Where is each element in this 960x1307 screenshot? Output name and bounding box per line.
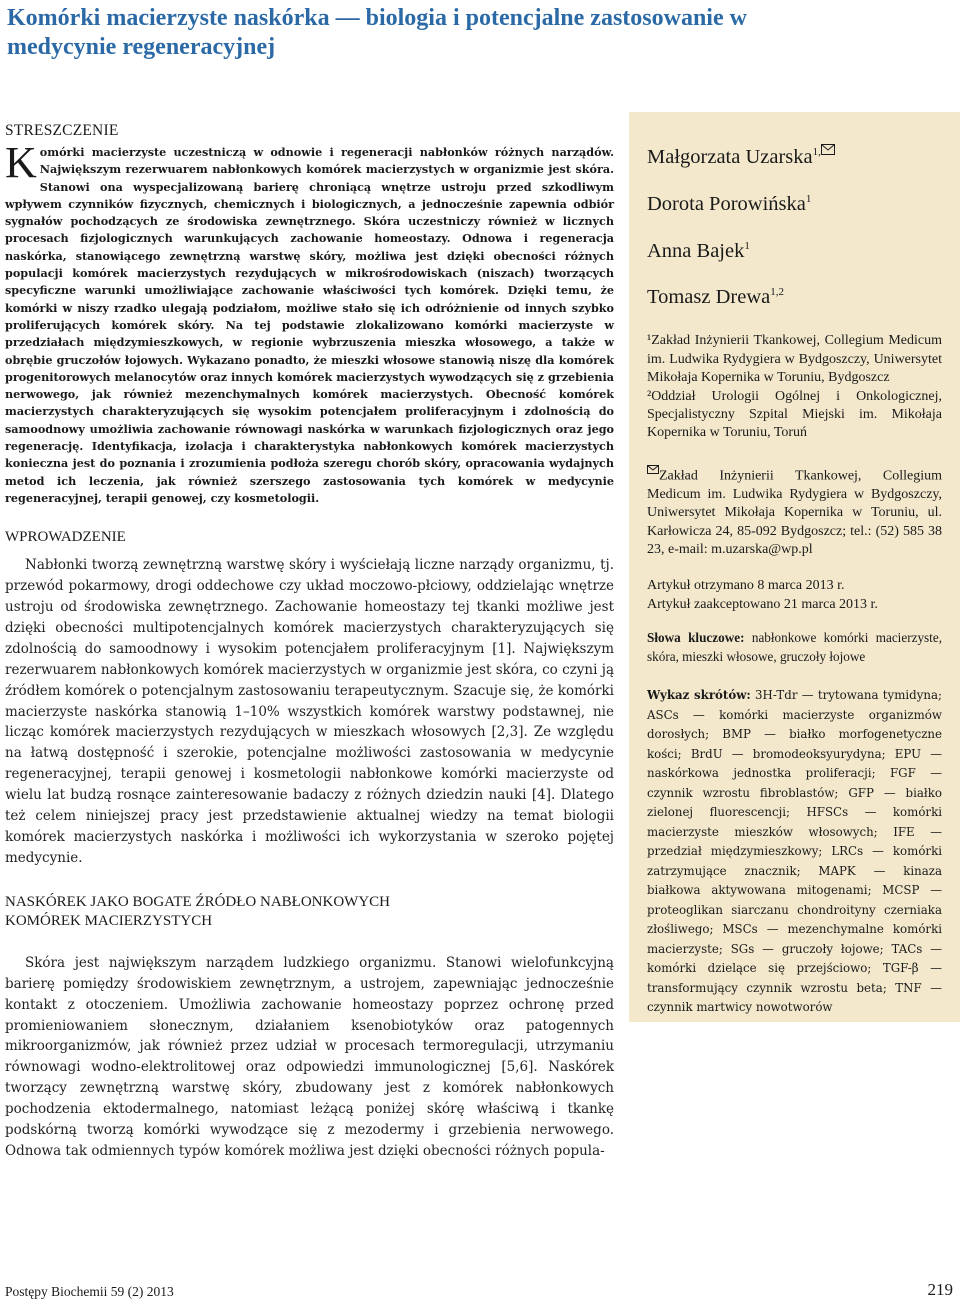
author-2-sup: 1 — [805, 192, 812, 205]
journal-footer: Postępy Biochemii 59 (2) 2013 — [5, 1284, 174, 1299]
intro-heading: WPROWADZENIE — [5, 529, 126, 546]
abbreviations — [647, 686, 942, 1018]
envelope-icon — [821, 128, 835, 170]
keywords — [647, 628, 942, 666]
main-column — [5, 122, 614, 1162]
abstract-text — [5, 138, 614, 507]
correspondence — [647, 465, 942, 560]
affiliation-2: ²Oddział Urologii Ogólnej i Onkologicznej, Specjalistyczny Szpital Miejski im. Mikołaja Kopernika w Toruniu, Toruń — [647, 388, 942, 441]
author-3-name: Anna Bajek — [647, 239, 745, 262]
section2-heading-line1: NASKÓREK JAKO BOGATE ŹRÓDŁO NABŁONKOWYCH — [5, 893, 390, 910]
author-3-sup: 1 — [744, 239, 750, 252]
author-1 — [647, 128, 960, 178]
correspondence-text: Zakład Inżynierii Tkankowej, Collegium Medicum im. Ludwika Rydygiera w Bydgoszczy, Uniwersytet Mikołaja Kopernika w Toruniu, ul. Karłowicza 24, 85-092 Bydgoszcz; tel.: (52) 585 38 23, e-mail: m.uzarska@wp.pl — [647, 468, 942, 558]
author-2-name: Dorota Porowińska — [647, 192, 806, 215]
author-3 — [647, 225, 960, 272]
page-number: 219 — [927, 1280, 953, 1299]
abstract-heading: STRESZCZENIE — [5, 122, 119, 139]
keywords-text: nabłonkowe komórki macierzyste, skóra, mieszki włosowe, gruczoły łojowe — [647, 630, 942, 665]
author-4-sup: 1,2 — [770, 286, 784, 299]
section2-heading-line2: KOMÓREK MACIERZYSTYCH — [5, 912, 213, 929]
author-1-sup: 1, — [812, 146, 821, 158]
keywords-label: Słowa kluczowe: — [647, 630, 745, 646]
intro-text: Nabłonki tworzą zewnętrzną warstwę skóry i wyściełają liczne narządy organizmu, tj. przewód pokarmowy, drogi oddechowe czy układ moczowo-płciowy, oddzielając wnętrze ustroju od środowiska zewnętrznego. Zachowanie homeostazy tej tkanki możliwe jest dzięki obecności multipotencjalnych komórek macierzystych charakteryzujących się zdolnością do samoodnowy i wysokim potencjałem proliferacyjnym [1]. Największym rezerwuarem nabłonkowych komórek macierzystych w organizmie jest skóra, co czyni ją źródłem komórek o potencjalnym zastosowaniu terapeutycznym. Szacuje się, że komórki macierzyste naskórka stanowią 1–10% wszystkich komórek warstwy podstawnej, nie licząc komórek macierzystych rezydujących w mieszkach włosowych [2,3]. Ze względu na łatwą dostępność i szerokie, potencjalne możliwości zastosowania w medycynie regeneracyjnej, terapii genowej i kosmetologii nabłonkowe komórki macierzyste od wielu lat budzą rosnące zainteresowanie badaczy z różnych dziedzin nauki [4]. Dlatego też celem niniejszej pracy jest przedstawienie aktualnej wiedzy na temat biologii komórek macierzystych naskórka i możliwości ich wykorzystania w szeroko pojętej medycynie. — [5, 557, 614, 866]
date-accepted: Artykuł zaakceptowano 21 marca 2013 r. — [647, 596, 878, 612]
section2-text: Skóra jest największym narządem ludzkiego organizmu. Stanowi wielofunkcyjną barierę pomiędzy środowiskiem zewnętrznym, a ustrojem, zapewniając jednocześnie kontakt z otoczeniem. Umożliwia zachowanie homeostazy poprzez ochronę przed promieniowaniem słonecznym, działaniem ksenobiotyków oraz patogennych mikroorganizmów, jak również przez udział w procesach termoregulacji, utrzymaniu równowagi wodno-elektrolitowej oraz odpowiedzi immunologicznej [5,6]. Naskórek tworzący zewnętrzną warstwę skóry, zbudowany jest z komórek nabłonkowych pochodzenia ektodermalnego, natomiast leżącą poniżej skórę właściwą i tkankę podskórną tworzą komórki wywodzące się z mezodermy i grzebienia nerwowego. Odnowa tak odmiennych typów komórek możliwa jest dzięki obecności różnych popula- — [5, 954, 614, 1159]
article-title: Komórki macierzyste naskórka — biologia i potencjalne zastosowanie w medycynie regeneracyjnej — [7, 5, 747, 60]
author-4 — [647, 271, 960, 318]
affiliation-1: ¹Zakład Inżynierii Tkankowej, Collegium Medicum im. Ludwika Rydygiera w Bydgoszczy, Uniwersytet Mikołaja Kopernika w Toruniu, Bydgoszcz — [647, 333, 942, 386]
date-received: Artykuł otrzymano 8 marca 2013 r. — [647, 578, 845, 594]
sidebar-panel — [629, 112, 960, 1022]
abstract-dropcap: K — [5, 138, 37, 187]
author-list — [629, 112, 960, 318]
sidebar-info — [647, 332, 942, 1017]
author-2 — [647, 178, 960, 225]
abstract-body: omórki macierzyste uczestniczą w odnowie i regeneracji nabłonków różnych narządów. Największym rezerwuarem nabłonkowych komórek macierzystych w organizmie jest skóra. Stanowi ona wyspecjalizowaną barierę chroniącą wnętrze ustroju przed szkodliwym wpływem czynników fizycznych, chemicznych i biologicznych, a jednocześnie zapewnia odbiór sygnałów pochodzących ze środowiska zewnętrznego. Skóra uczestniczy również w licznych procesach fizjologicznych warunkujących zachowanie homeostazy. Odnowa i regeneracja naskórka, stanowiącego zewnętrzną warstwę skóry, możliwa jest dzięki obecności różnych populacji komórek macierzystych rezydujących w mikrośrodowiskach (niszach) tworzących specyficzne warunki umożliwiające zachowanie właściwości tych komórek. Dzięki temu, że komórki w niszy rzadko ulegają podziałom, możliwe stało się ich odróżnienie od innych szybko proliferujących komórek skóry. Na tej podstawie zlokalizowano komórki macierzyste w przedziałach międzymieszkowych, w regionie wybrzuszenia mieszka włosowego, a także w obrębie gruczołów łojowych. Wykazano ponadto, że mieszki włosowe stanowią niszę dla komórek progenitorowych melanocytów oraz innych komórek macierzystych wywodzących się z grzebienia nerwowego, jak również mezenchymalnych komórek macierzystych. Obecność komórek macierzystych charakteryzujących się wysokim potencjałem proliferacyjnym i zdolnością do samoodnowy umożliwia zachowanie równowagi naskórka w warunkach fizjologicznych oraz jego regenerację. Identyfikacja, izolacja i charakterystyka nabłonkowych komórek macierzystych konieczna jest do poznania i zrozumienia podłoża szeregu chorób skóry, opracowania wydajnych metod ich leczenia, jak również szerszego zastosowania tych komórek w medycynie regeneracyjnej, terapii genowej, czy kosmetologii. — [5, 145, 614, 505]
abbreviations-text: 3H-Tdr — trytowana tymidyna; ASCs — komórki macierzyste organizmów dorosłych; BMP — białko morfogenetyczne kości; BrdU — bromodeoksyurydyna; EPU — naskórkowa jednostka proliferacji; FGF — czynnik wzrostu fibroblastów; GFP — białko zielonej fluorescencji; HFSCs — komórki macierzyste mieszków włosowych; IFE — przedział międzymieszkowy; LRCs — komórki zatrzymujące znacznik; MAPK — kinaza białkowa aktywowana mitogenami; MCSP — proteoglikan siarczanu chondroityny czerniaka złośliwego; MSCs — mezenchymalne komórki macierzyste; SGs — gruczoły łojowe; TACs — komórki dzielące się przejściowo; TGF-β — transformujący czynnik wzrostu beta; TNF — czynnik martwicy nowotworów — [647, 688, 942, 1015]
correspondence-envelope-icon — [647, 468, 659, 483]
author-4-name: Tomasz Drewa — [647, 286, 771, 309]
section2-heading — [5, 893, 614, 931]
abbreviations-label: Wykaz skrótów: — [647, 688, 751, 703]
author-1-name: Małgorzata Uzarska — [647, 145, 813, 168]
